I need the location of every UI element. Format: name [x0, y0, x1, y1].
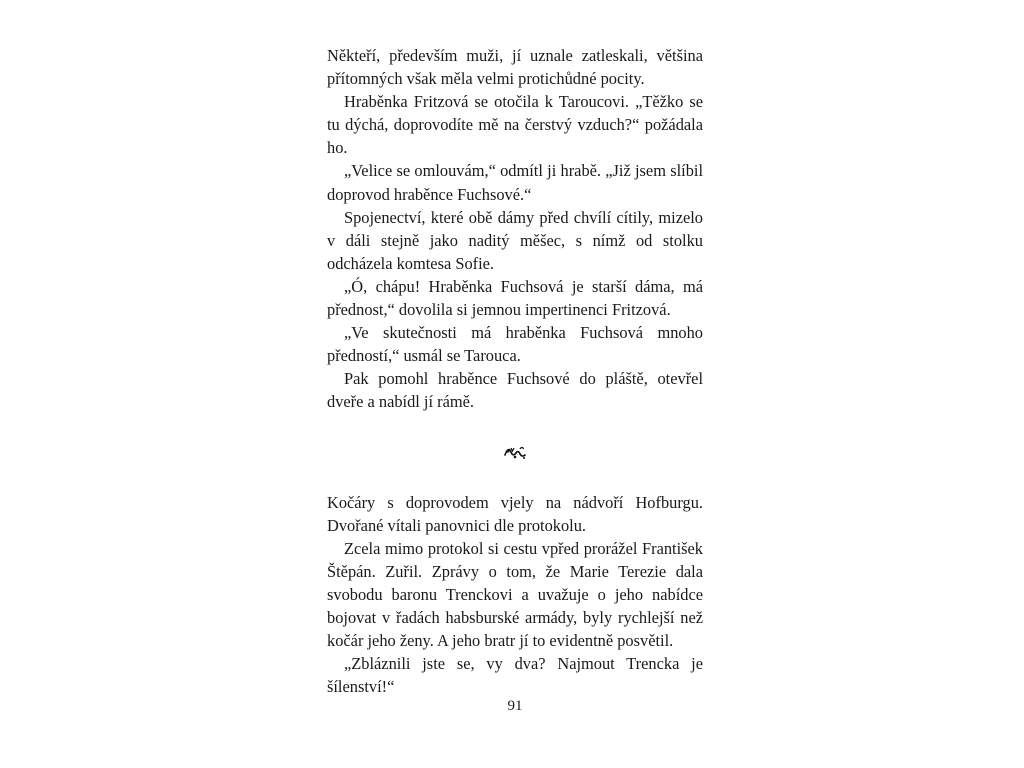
paragraph: Pak pomohl hraběnce Fuchsové do pláště, otevřel dveře a nabídl jí rámě.: [327, 369, 703, 412]
page-number: 91: [507, 698, 523, 714]
paragraph: Hraběnka Fritzová se otočila k Taroucovi. „Těžko se tu dýchá, doprovodíte mě na čerstvý vzduch?“ požádala ho.: [327, 92, 703, 158]
paragraph: „Velice se omlouvám,“ odmítl ji hrabě. „Již jsem slíbil doprovod hraběnce Fuchsové.“: [327, 161, 703, 204]
paragraph: Někteří, především muži, jí uznale zatleskali, většina přítomných však měla velmi protichůdné pocity.: [327, 46, 703, 89]
book-page: [327, 44, 703, 714]
paragraph: Kočáry s doprovodem vjely na nádvoří Hofburgu. Dvořané vítali panovnici dle protokolu.: [327, 492, 703, 535]
section-1: [327, 44, 703, 414]
paragraph: Zcela mimo protokol si cestu vpřed prorážel František Štěpán. Zuřil. Zprávy o tom, že Marie Terezie dala svobodu baronu Trenckovi a uvažuje o jeho nabídce bojovat v řadách habsburské armády, byly rychlejší než kočár jeho ženy. A jeho bratr jí to evidentně posvětil.: [327, 538, 703, 651]
floral-ornament-icon: [327, 442, 703, 462]
paragraph: Spojenectví, které obě dámy před chvílí cítily, mizelo v dáli stejně jako naditý měšec, s nímž od stolku odcházela komtesa Sofie.: [327, 207, 703, 273]
floral-ornament-icon: [503, 445, 527, 461]
paragraph: „Zbláznili jste se, vy dva? Najmout Trencka je šílenství!“: [327, 654, 703, 697]
section-2: [327, 491, 703, 699]
paragraph: „Ve skutečnosti má hraběnka Fuchsová mnoho předností,“ usmál se Tarouca.: [327, 323, 703, 366]
paragraph: „Ó, chápu! Hraběnka Fuchsová je starší dáma, má přednost,“ dovolila si jemnou impertinenci Fritzová.: [327, 276, 703, 320]
